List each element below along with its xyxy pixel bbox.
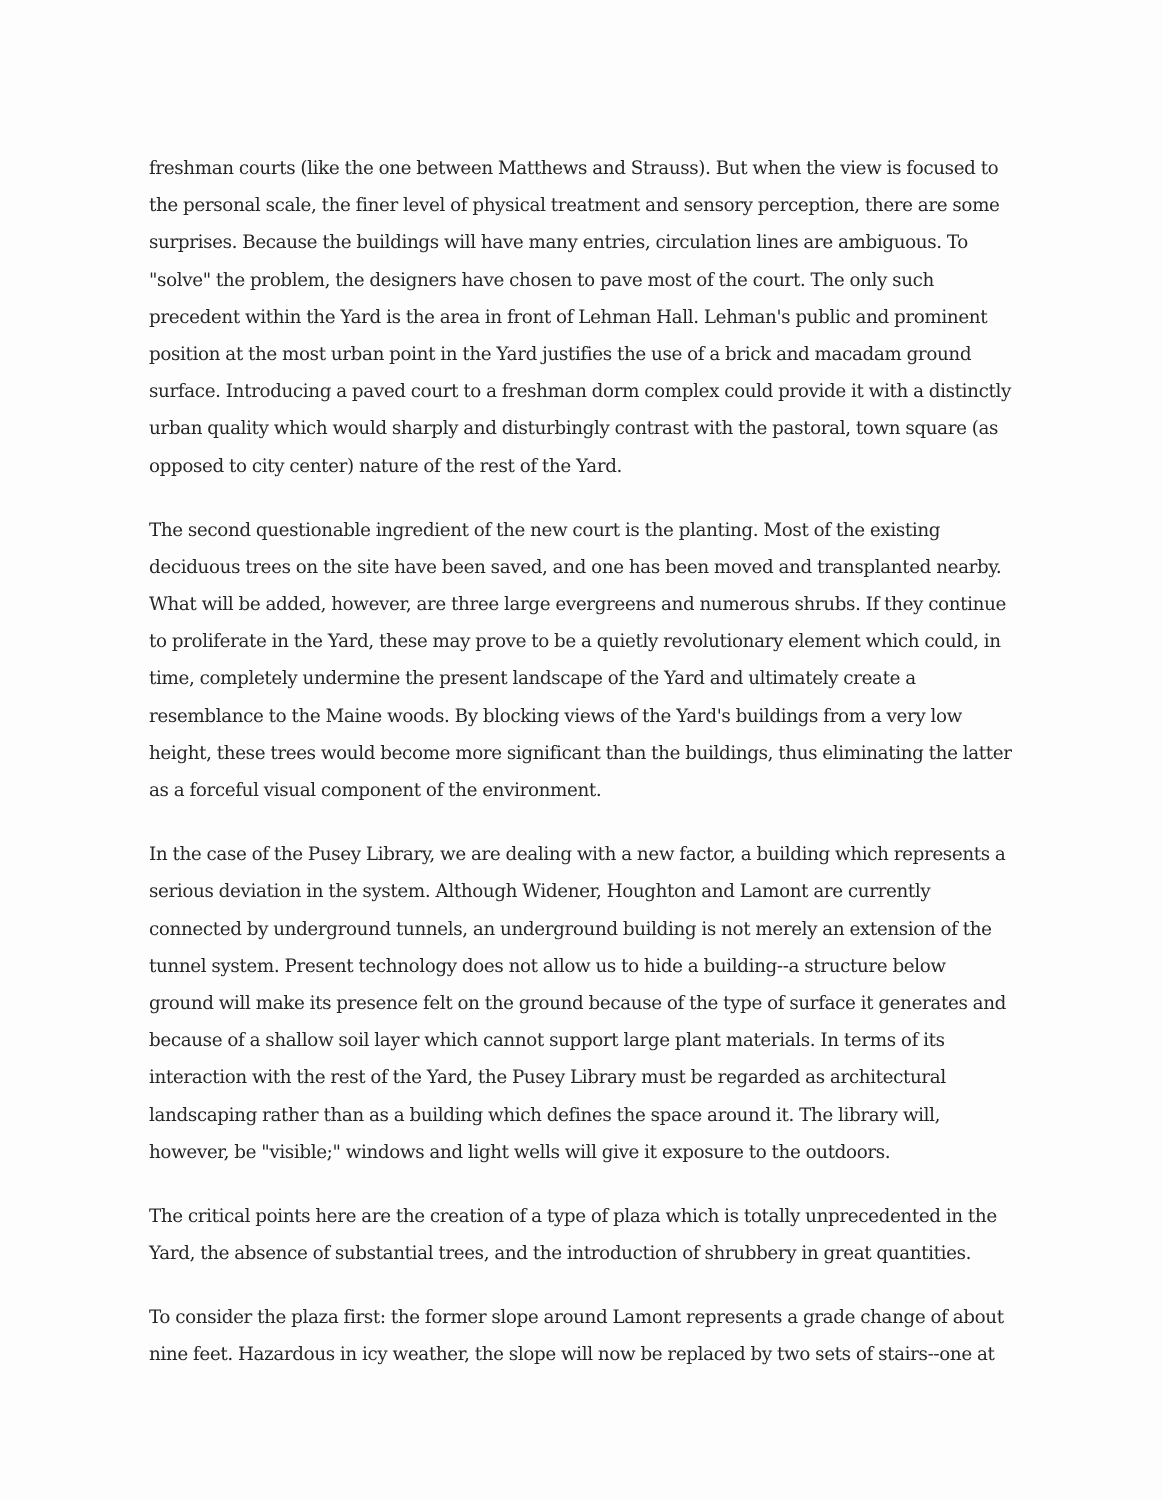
text-line: however, be "visible;" windows and light wells will give it exposure to the outdoors. xyxy=(149,1141,891,1163)
text-line: to proliferate in the Yard, these may prove to be a quietly revolutionary element which could, in xyxy=(149,631,1001,653)
text-line: height, these trees would become more significant than the buildings, thus eliminating the latter xyxy=(149,742,1012,764)
text-line: as a forceful visual component of the environment. xyxy=(149,780,602,801)
paragraph xyxy=(149,1299,1049,1373)
text-line: resemblance to the Maine woods. By blocking views of the Yard's buildings from a very low xyxy=(149,705,962,727)
paragraph xyxy=(149,836,1049,1171)
document-page xyxy=(149,150,1049,1374)
text-line: What will be added, however, are three large evergreens and numerous shrubs. If they continue xyxy=(149,594,1006,616)
text-line: To consider the plaza first: the former slope around Lamont represents a grade change of about xyxy=(149,1307,1004,1329)
paragraph xyxy=(149,150,1049,485)
text-line: freshman courts (like the one between Matthews and Strauss). But when the view is focused to xyxy=(149,158,999,179)
text-line: The second questionable ingredient of the new court is the planting. Most of the existing xyxy=(149,519,941,541)
text-line: In the case of the Pusey Library, we are dealing with a new factor, a building which represents a xyxy=(149,844,1006,866)
text-line: ground will make its presence felt on the ground because of the type of surface it generates and xyxy=(149,992,1006,1014)
paragraph xyxy=(149,512,1049,810)
text-line: interaction with the rest of the Yard, the Pusey Library must be regarded as architectural xyxy=(149,1067,946,1089)
text-line: deciduous trees on the site have been saved, and one has been moved and transplanted nearby. xyxy=(149,556,1002,578)
text-line: surprises. Because the buildings will have many entries, circulation lines are ambiguous. To xyxy=(149,232,968,254)
text-line: opposed to city center) nature of the rest of the Yard. xyxy=(149,455,623,477)
paragraph xyxy=(149,1198,1049,1272)
text-line: serious deviation in the system. Although Widener, Houghton and Lamont are currently xyxy=(149,881,931,903)
text-line: tunnel system. Present technology does not allow us to hide a building--a structure below xyxy=(149,955,946,977)
text-line: because of a shallow soil layer which cannot support large plant materials. In terms of its xyxy=(149,1030,945,1052)
text-line: surface. Introducing a paved court to a freshman dorm complex could provide it with a distinctly xyxy=(149,381,1011,403)
text-line: the personal scale, the finer level of physical treatment and sensory perception, there are some xyxy=(149,195,1000,217)
text-line: urban quality which would sharply and disturbingly contrast with the pastoral, town square (as xyxy=(149,418,999,440)
text-line: landscaping rather than as a building which defines the space around it. The library will, xyxy=(149,1104,941,1126)
text-line: precedent within the Yard is the area in front of Lehman Hall. Lehman's public and prominent xyxy=(149,306,988,328)
text-line: nine feet. Hazardous in icy weather, the slope will now be replaced by two sets of stairs--one at xyxy=(149,1344,995,1366)
text-line: Yard, the absence of substantial trees, and the introduction of shrubbery in great quantities. xyxy=(149,1243,972,1265)
text-line: "solve" the problem, the designers have chosen to pave most of the court. The only such xyxy=(149,269,934,291)
text-line: connected by underground tunnels, an underground building is not merely an extension of the xyxy=(149,918,992,940)
text-line: position at the most urban point in the Yard justifies the use of a brick and macadam ground xyxy=(149,343,972,365)
text-line: time, completely undermine the present landscape of the Yard and ultimately create a xyxy=(149,668,916,690)
text-line: The critical points here are the creation of a type of plaza which is totally unprecedented in the xyxy=(149,1205,997,1227)
